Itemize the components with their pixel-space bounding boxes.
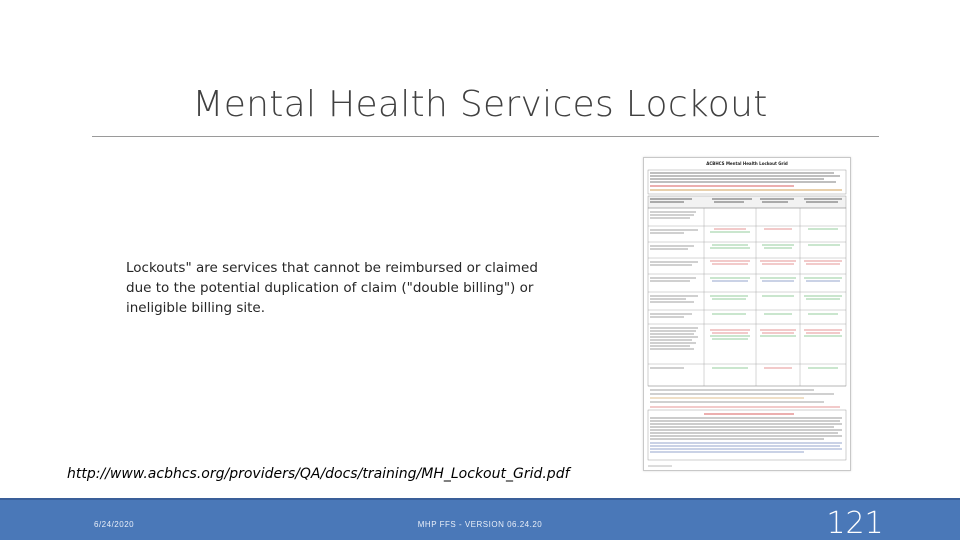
footer-bar	[0, 498, 960, 540]
lockout-grid-image	[644, 158, 850, 470]
lockout-grid-document-thumbnail	[643, 157, 851, 471]
title-divider	[92, 136, 879, 137]
slide-title: Mental Health Services Lockout	[192, 84, 768, 125]
footer-date: 6/24/2020	[94, 520, 135, 529]
footer-version: MHP FFS - VERSION 06.24.20	[417, 520, 543, 529]
grid-heading: ACBHCS Mental Health Lockout Grid	[706, 161, 788, 166]
slide-number: 121	[826, 506, 884, 541]
lockout-definition-text: Lockouts" are services that cannot be reimbursed or claimed due to the potential duplication of claim ("double billing") or ineligible billing site.	[126, 260, 538, 316]
footer-divider	[0, 498, 960, 500]
reference-url[interactable]: http://www.acbhcs.org/providers/QA/docs/training/MH_Lockout_Grid.pdf	[67, 466, 570, 482]
